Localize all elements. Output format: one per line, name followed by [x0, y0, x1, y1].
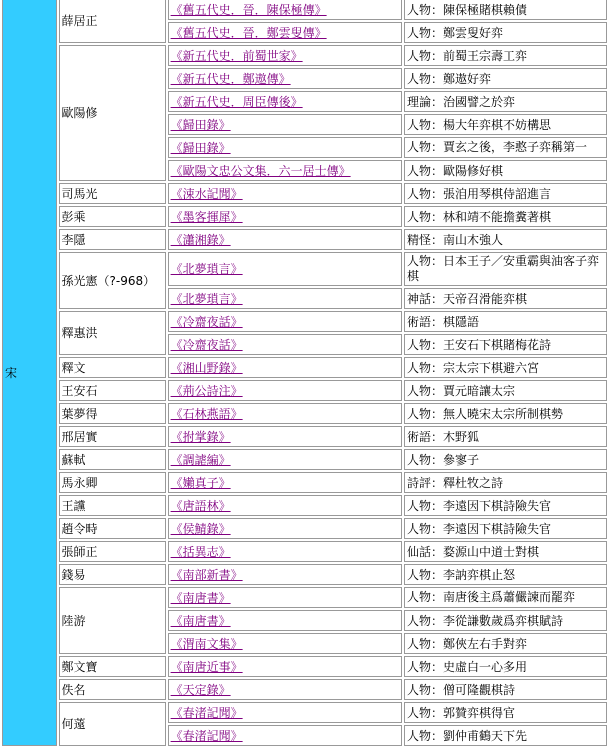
source-link[interactable]: 《新五代史．鄭遨傳》	[170, 71, 291, 86]
source-cell	[168, 288, 402, 309]
note-cell: 術語：木野狐	[404, 426, 607, 447]
author-cell: 邢居實	[59, 426, 166, 447]
source-cell	[168, 426, 402, 447]
source-cell	[168, 0, 402, 20]
note-cell: 術語：棋隱語	[404, 311, 607, 332]
table-row	[2, 252, 607, 286]
table-row	[2, 183, 607, 204]
note-cell: 人物：林和靖不能擔糞著棋	[404, 206, 607, 227]
author-cell: 趙令畤	[59, 518, 166, 539]
source-cell	[168, 68, 402, 89]
table-row	[2, 495, 607, 516]
source-cell	[168, 380, 402, 401]
source-cell	[168, 541, 402, 562]
table-row	[2, 587, 607, 608]
note-cell: 人物：陳保極賭棋賴債	[404, 0, 607, 20]
table-row	[2, 206, 607, 227]
table-row	[2, 449, 607, 470]
source-link[interactable]: 《拊掌錄》	[170, 429, 231, 444]
note-cell: 神話：天帝召滑能弈棋	[404, 288, 607, 309]
source-link[interactable]: 《涑水記聞》	[170, 186, 243, 201]
note-cell: 人物：宗太宗下棋避六宮	[404, 357, 607, 378]
source-link[interactable]: 《括異志》	[170, 544, 231, 559]
source-cell	[168, 449, 402, 470]
source-link[interactable]: 《石林燕語》	[170, 406, 243, 421]
source-cell	[168, 564, 402, 585]
table-row	[2, 518, 607, 539]
author-cell: 何薳	[59, 702, 166, 746]
source-link[interactable]: 《歸田錄》	[170, 140, 231, 155]
note-cell: 人物：賈玄之後，李憨子弈稱第一	[404, 137, 607, 158]
source-link[interactable]: 《冷齋夜話》	[170, 337, 243, 352]
source-link[interactable]: 《歸田錄》	[170, 117, 231, 132]
table-row	[2, 702, 607, 723]
note-cell: 人物：楊大年弈棋不妨構思	[404, 114, 607, 135]
author-cell: 葉夢得	[59, 403, 166, 424]
source-link[interactable]: 《侯鯖錄》	[170, 521, 231, 536]
author-cell: 王讜	[59, 495, 166, 516]
author-cell: 錢易	[59, 564, 166, 585]
note-cell: 人物：日本王子／安重霸與油客子弈棋	[404, 252, 607, 286]
author-cell: 司馬光	[59, 183, 166, 204]
note-cell: 人物：郭贊弈棋得官	[404, 702, 607, 723]
era-cell: 宋	[2, 0, 57, 746]
table-row	[2, 472, 607, 493]
note-cell: 人物：無人曉宋太宗所制棋勢	[404, 403, 607, 424]
note-cell: 人物：參寥子	[404, 449, 607, 470]
note-cell: 人物：李訥弈棋止怒	[404, 564, 607, 585]
author-cell: 鄭文寶	[59, 656, 166, 677]
author-cell: 佚名	[59, 679, 166, 700]
author-cell: 釋文	[59, 357, 166, 378]
source-cell	[168, 206, 402, 227]
source-link[interactable]: 《新五代史．周臣傳後》	[170, 94, 303, 109]
author-cell: 李隱	[59, 229, 166, 250]
source-link[interactable]: 《南唐近事》	[170, 659, 243, 674]
source-cell	[168, 183, 402, 204]
source-link[interactable]: 《舊五代史．晉．陳保極傳》	[170, 2, 327, 17]
table-row	[2, 403, 607, 424]
source-cell	[168, 495, 402, 516]
source-link[interactable]: 《荊公詩注》	[170, 383, 243, 398]
source-link[interactable]: 《舊五代史．晉．鄭雲叟傳》	[170, 25, 327, 40]
table-row	[2, 564, 607, 585]
source-link[interactable]: 《南部新書》	[170, 567, 243, 582]
author-cell: 張師正	[59, 541, 166, 562]
source-cell	[168, 633, 402, 654]
note-cell: 人物：王安石下棋賭梅花詩	[404, 334, 607, 355]
source-link[interactable]: 《歐陽文忠公文集．六一居士傳》	[170, 163, 351, 178]
source-cell	[168, 403, 402, 424]
note-cell: 人物：李遠因下棋詩險失官	[404, 495, 607, 516]
table-row	[2, 541, 607, 562]
author-cell: 陸游	[59, 587, 166, 654]
author-cell: 王安石	[59, 380, 166, 401]
note-cell: 理論：治國譬之於弈	[404, 91, 607, 112]
source-cell	[168, 160, 402, 181]
author-cell: 薛居正	[59, 0, 166, 43]
source-cell	[168, 114, 402, 135]
source-link[interactable]: 《瀟湘錄》	[170, 232, 231, 247]
source-link[interactable]: 《天定錄》	[170, 682, 231, 697]
source-cell	[168, 702, 402, 723]
source-link[interactable]: 《南唐書》	[170, 590, 231, 605]
source-link[interactable]: 《調謔編》	[170, 452, 231, 467]
note-cell: 人物：南唐後主爲蕭儼諫而罷弈	[404, 587, 607, 608]
note-cell: 人物：歐陽修好棋	[404, 160, 607, 181]
source-cell	[168, 679, 402, 700]
source-cell	[168, 334, 402, 355]
note-cell: 人物：前蜀王宗壽工弈	[404, 45, 607, 66]
source-link[interactable]: 《渭南文集》	[170, 636, 243, 651]
source-cell	[168, 137, 402, 158]
note-cell: 人物：鄭遨好弈	[404, 68, 607, 89]
source-link[interactable]: 《墨客揮犀》	[170, 209, 243, 224]
source-cell	[168, 656, 402, 677]
table-row	[2, 311, 607, 332]
author-cell: 馬永卿	[59, 472, 166, 493]
note-cell: 精怪：南山木強人	[404, 229, 607, 250]
source-cell	[168, 587, 402, 608]
source-link[interactable]: 《唐語林》	[170, 498, 231, 513]
note-cell: 人物：劉仲甫鶴天下先	[404, 725, 607, 746]
author-cell: 孫光憲（?-968）	[59, 252, 166, 309]
source-cell	[168, 472, 402, 493]
author-cell: 蘇軾	[59, 449, 166, 470]
source-link[interactable]: 《湘山野錄》	[170, 360, 243, 375]
note-cell: 人物：僧可隆觀棋詩	[404, 679, 607, 700]
note-cell: 人物：鄭雲叟好弈	[404, 22, 607, 43]
table-row	[2, 0, 607, 20]
source-link[interactable]: 《冷齋夜話》	[170, 314, 243, 329]
source-cell	[168, 22, 402, 43]
author-cell: 彭乘	[59, 206, 166, 227]
note-cell: 人物：李遠因下棋詩險失官	[404, 518, 607, 539]
source-cell	[168, 45, 402, 66]
source-cell	[168, 725, 402, 746]
table-row	[2, 45, 607, 66]
source-link[interactable]: 《新五代史．前蜀世家》	[170, 48, 303, 63]
author-cell: 釋惠洪	[59, 311, 166, 355]
table-row	[2, 426, 607, 447]
source-link[interactable]: 《春渚記聞》	[170, 728, 243, 743]
source-cell	[168, 229, 402, 250]
author-cell: 歐陽修	[59, 45, 166, 181]
source-link[interactable]: 《南唐書》	[170, 613, 231, 628]
source-cell	[168, 91, 402, 112]
note-cell: 人物：李從謙數歲爲弈棋賦詩	[404, 610, 607, 631]
note-cell: 人物：史虛白一心多用	[404, 656, 607, 677]
source-cell	[168, 518, 402, 539]
note-cell: 人物：賈元暗讓太宗	[404, 380, 607, 401]
table-row	[2, 229, 607, 250]
note-cell: 人物：張洎用琴棋侍詔進言	[404, 183, 607, 204]
source-cell	[168, 610, 402, 631]
note-cell: 仙話：婺源山中道士對棋	[404, 541, 607, 562]
note-cell: 詩評：釋杜牧之詩	[404, 472, 607, 493]
source-cell	[168, 252, 402, 286]
table-row	[2, 679, 607, 700]
note-cell: 人物：鄭俠左右手對弈	[404, 633, 607, 654]
source-link[interactable]: 《北夢瑣言》	[170, 262, 243, 276]
table-row	[2, 380, 607, 401]
source-link[interactable]: 《春渚記聞》	[170, 705, 243, 720]
source-link[interactable]: 《北夢瑣言》	[170, 291, 243, 306]
table-row	[2, 656, 607, 677]
source-cell	[168, 357, 402, 378]
table-row	[2, 357, 607, 378]
source-link[interactable]: 《嬾真子》	[170, 475, 231, 490]
source-cell	[168, 311, 402, 332]
